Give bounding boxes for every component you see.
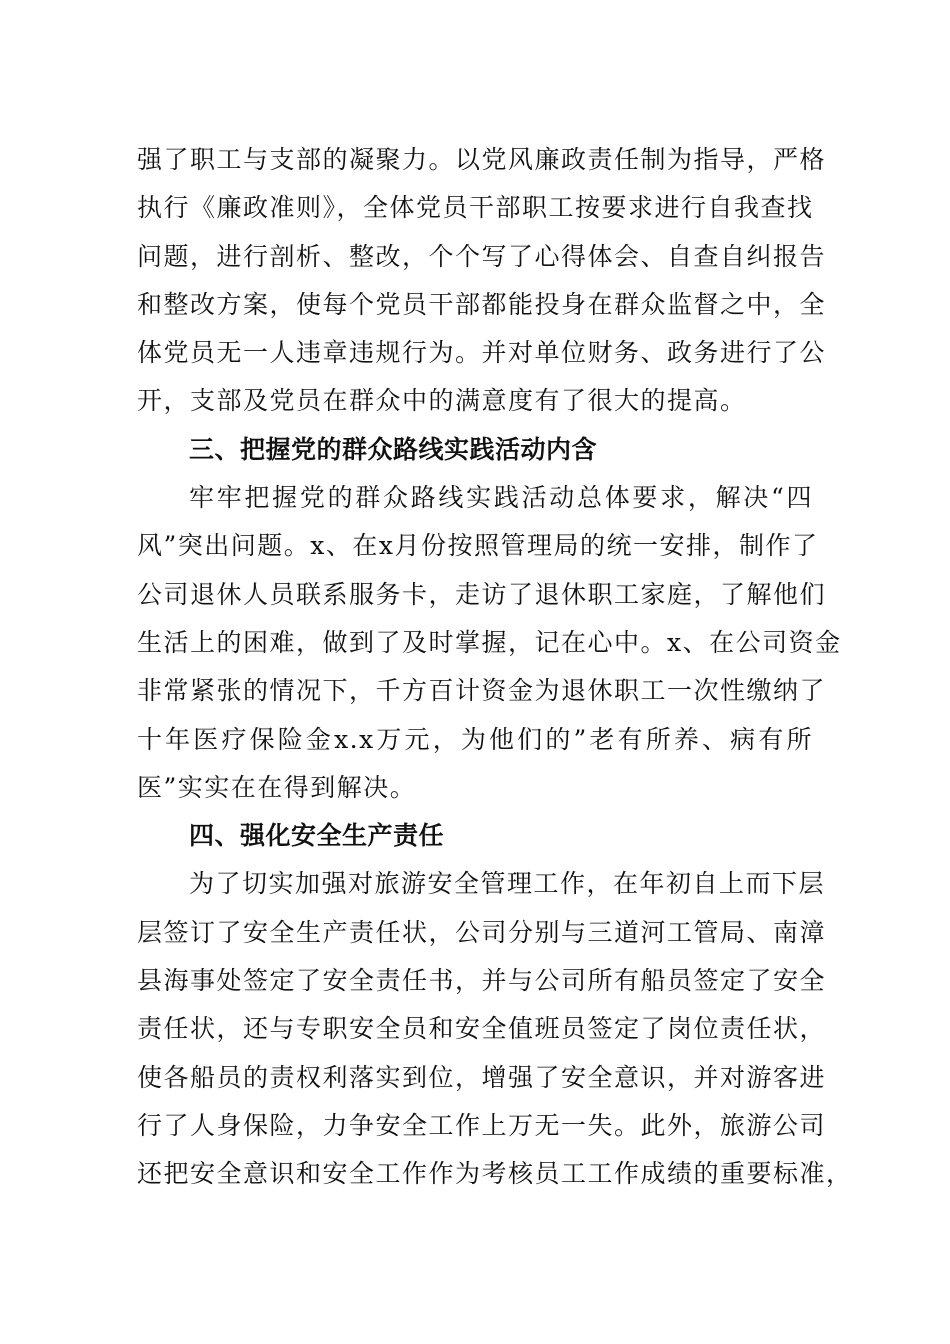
text-line: 责任状，还与专职安全员和安全值班员签定了岗位责任状， xyxy=(137,1014,827,1044)
text-line: 行了人身保险，力争安全工作上万无一失。此外，旅游公司 xyxy=(137,1110,827,1140)
text-line: 为了切实加强对旅游安全管理工作，在年初自上而下层 xyxy=(189,869,826,899)
text-line: 问题，进行剖析、整改，个个写了心得体会、自查自纠报告 xyxy=(137,241,827,271)
section-heading-4: 四、强化安全生产责任 xyxy=(189,821,445,851)
paragraph-mass-line xyxy=(137,474,842,812)
paragraph-party-conduct xyxy=(137,136,827,426)
text-line: 执行《廉政准则》，全体党员干部职工按要求进行自我查找 xyxy=(137,193,814,223)
text-line: 层签订了安全生产责任状，公司分别与三道河工管局、南漳 xyxy=(137,917,827,947)
text-line: 和整改方案，使每个党员干部都能投身在群众监督之中，全 xyxy=(137,289,827,319)
text-line: 风”突出问题。x、在x月份按照管理局的统一安排，制作了 xyxy=(137,531,819,561)
text-line: 十年医疗保险金x.x万元，为他们的”老有所养、病有所 xyxy=(137,724,813,754)
document-body xyxy=(137,136,853,1199)
paragraph-safety xyxy=(137,860,853,1198)
section-heading-3: 三、把握党的群众路线实践活动内含 xyxy=(189,434,598,464)
text-line: 使各船员的责权利落实到位，增强了安全意识，并对游客进 xyxy=(137,1062,827,1092)
text-line: 公司退休人员联系服务卡，走访了退休职工家庭，了解他们 xyxy=(137,579,827,609)
text-line: 牢牢把握党的群众路线实践活动总体要求，解决“四 xyxy=(189,483,813,513)
text-line: 还把安全意识和安全工作作为考核员工工作成绩的重要标准， xyxy=(137,1159,853,1189)
text-line: 县海事处签定了安全责任书，并与公司所有船员签定了安全 xyxy=(137,966,827,996)
text-line: 强了职工与支部的凝聚力。以党风廉政责任制为指导，严格 xyxy=(137,145,827,174)
text-line: 开，支部及党员在群众中的满意度有了很大的提高。 xyxy=(137,386,747,416)
text-line: 非常紧张的情况下，千方百计资金为退休职工一次性缴纳了 xyxy=(137,676,827,706)
text-line: 医”实实在在得到解决。 xyxy=(137,772,417,802)
text-line: 生活上的困难，做到了及时掌握，记在心中。x、在公司资金 xyxy=(137,627,842,657)
text-line: 体党员无一人违章违规行为。并对单位财务、政务进行了公 xyxy=(137,338,827,368)
